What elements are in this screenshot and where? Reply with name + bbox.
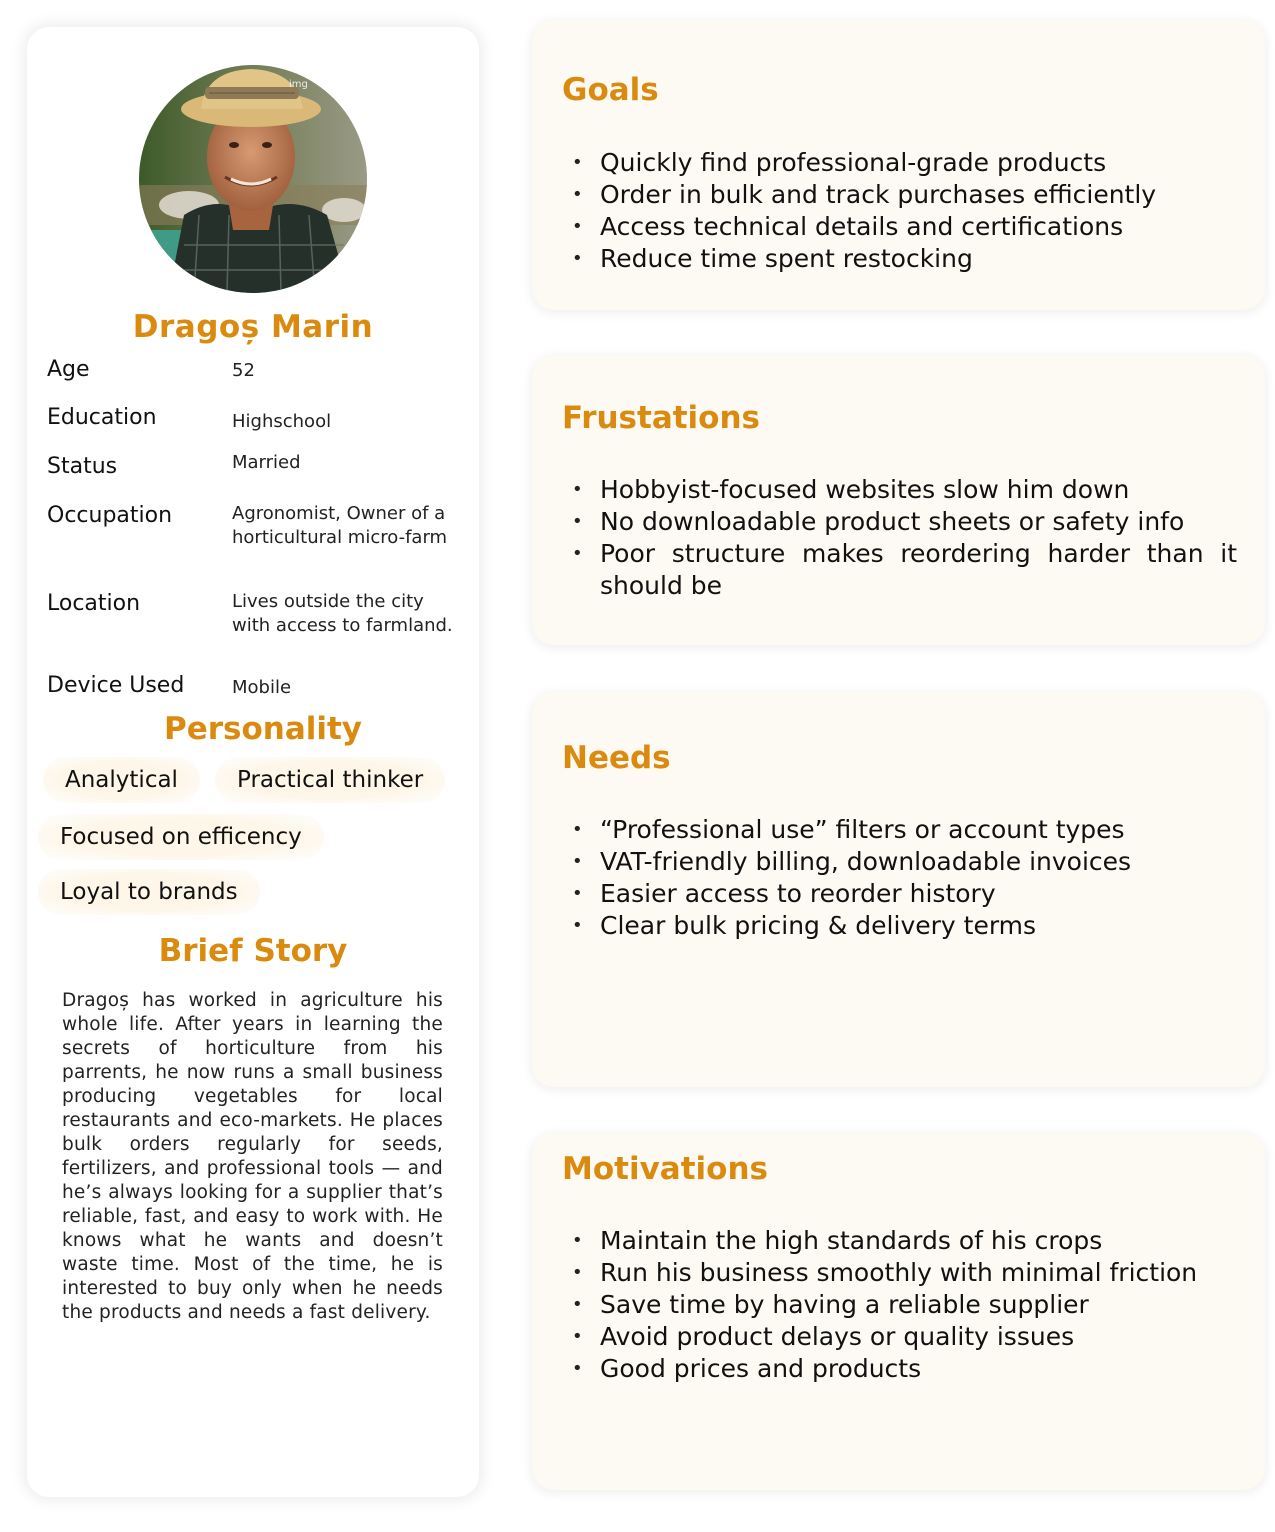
goals-item (572, 179, 1237, 211)
frustrations-item-text: Poor structure makes reordering harder than it should be (600, 539, 1237, 600)
motivations-card (532, 1133, 1265, 1490)
needs-card (532, 692, 1265, 1087)
goals-item-text: Order in bulk and track purchases efficiently (600, 180, 1157, 209)
needs-item (572, 814, 1237, 846)
needs-item-text: Easier access to reorder history (600, 879, 996, 908)
bullet-icon: • (572, 152, 583, 173)
bullet-icon: • (572, 511, 583, 532)
motivations-item (572, 1257, 1237, 1289)
story-title: Brief Story (158, 933, 348, 969)
goals-card (532, 20, 1265, 310)
bullet-icon: • (572, 915, 583, 936)
frustrations-card (532, 355, 1265, 645)
photo-watermark: img (289, 79, 308, 90)
bullet-icon: • (572, 1326, 583, 1347)
goals-item-text: Reduce time spent restocking (600, 244, 973, 273)
needs-item-text: “Professional use” filters or account types (600, 815, 1125, 844)
attribute-label: Location (47, 591, 141, 616)
motivations-item (572, 1289, 1237, 1321)
attribute-value: 52 (232, 360, 255, 381)
motivations-item-text: Save time by having a reliable supplier (600, 1290, 1089, 1319)
needs-item (572, 846, 1237, 878)
needs-item-text: VAT-friendly billing, downloadable invoices (600, 847, 1132, 876)
personality-chip: Loyal to brands (38, 869, 260, 915)
goals-item (572, 147, 1237, 179)
frustrations-title: Frustations (562, 400, 761, 436)
needs-item (572, 910, 1237, 942)
needs-list (572, 814, 1237, 942)
attribute-value: Married (232, 452, 301, 473)
personality-title: Personality (163, 711, 363, 747)
bullet-icon: • (572, 819, 583, 840)
bullet-icon: • (572, 1262, 583, 1283)
attribute-value: Mobile (232, 677, 292, 698)
attribute-label: Education (47, 405, 157, 430)
needs-item (572, 878, 1237, 910)
persona-avatar (139, 65, 367, 293)
motivations-item (572, 1321, 1237, 1353)
persona-photo (139, 65, 367, 293)
motivations-title: Motivations (562, 1151, 768, 1187)
goals-item-text: Access technical details and certifications (600, 212, 1124, 241)
personality-chip: Focused on efficency (38, 814, 324, 860)
goals-item (572, 243, 1237, 275)
frustrations-list (572, 474, 1237, 602)
frustrations-item-text: No downloadable product sheets or safety info (600, 507, 1185, 536)
personality-chip: Practical thinker (215, 757, 445, 803)
story-text: Dragoș has worked in agriculture his whole life. After years in learning the secrets of horticulture from his parrents, he now runs a small business producing vegetables for local restaurants and eco-markets. He places bulk orders regularly for seeds, fertilizers, and professional tools — and he’s always looking for a supplier that’s reliable, fast, and easy to work with. He knows what he wants and doesn’t waste time. Most of the time, he is interested to buy only when he needs the products and needs a fast delivery. (62, 990, 443, 1323)
attribute-value: Highschool (232, 411, 332, 432)
bullet-icon: • (572, 883, 583, 904)
bullet-icon: • (572, 1358, 583, 1379)
frustrations-item (572, 474, 1237, 506)
attribute-value: Lives outside the city with access to farmland. (232, 591, 453, 636)
motivations-item (572, 1353, 1237, 1385)
needs-item-text: Clear bulk pricing & delivery terms (600, 911, 1037, 940)
bullet-icon: • (572, 248, 583, 269)
attribute-label: Age (47, 357, 90, 382)
profile-card (27, 27, 479, 1497)
motivations-list (572, 1225, 1237, 1385)
goals-list (572, 147, 1237, 275)
attribute-label: Status (47, 454, 118, 479)
needs-title: Needs (562, 740, 671, 776)
bullet-icon: • (572, 1230, 583, 1251)
bullet-icon: • (572, 1294, 583, 1315)
bullet-icon: • (572, 184, 583, 205)
motivations-item-text: Good prices and products (600, 1354, 922, 1383)
motivations-item-text: Run his business smoothly with minimal friction (600, 1258, 1198, 1287)
bullet-icon: • (572, 479, 583, 500)
goals-item-text: Quickly find professional-grade products (600, 148, 1107, 177)
persona-name: Dragoș Marin (132, 309, 374, 345)
goals-title: Goals (562, 72, 659, 108)
frustrations-item (572, 538, 1237, 602)
frustrations-item (572, 506, 1237, 538)
attribute-label: Occupation (47, 503, 173, 528)
attribute-value: Agronomist, Owner of a horticultural micro-farm (232, 503, 448, 548)
bullet-icon: • (572, 851, 583, 872)
attribute-label: Device Used (47, 673, 185, 698)
motivations-item-text: Maintain the high standards of his crops (600, 1226, 1103, 1255)
bullet-icon: • (572, 543, 583, 564)
frustrations-item-text: Hobbyist-focused websites slow him down (600, 475, 1130, 504)
bullet-icon: • (572, 216, 583, 237)
motivations-item-text: Avoid product delays or quality issues (600, 1322, 1075, 1351)
personality-chip: Analytical (43, 757, 200, 803)
goals-item (572, 211, 1237, 243)
motivations-item (572, 1225, 1237, 1257)
